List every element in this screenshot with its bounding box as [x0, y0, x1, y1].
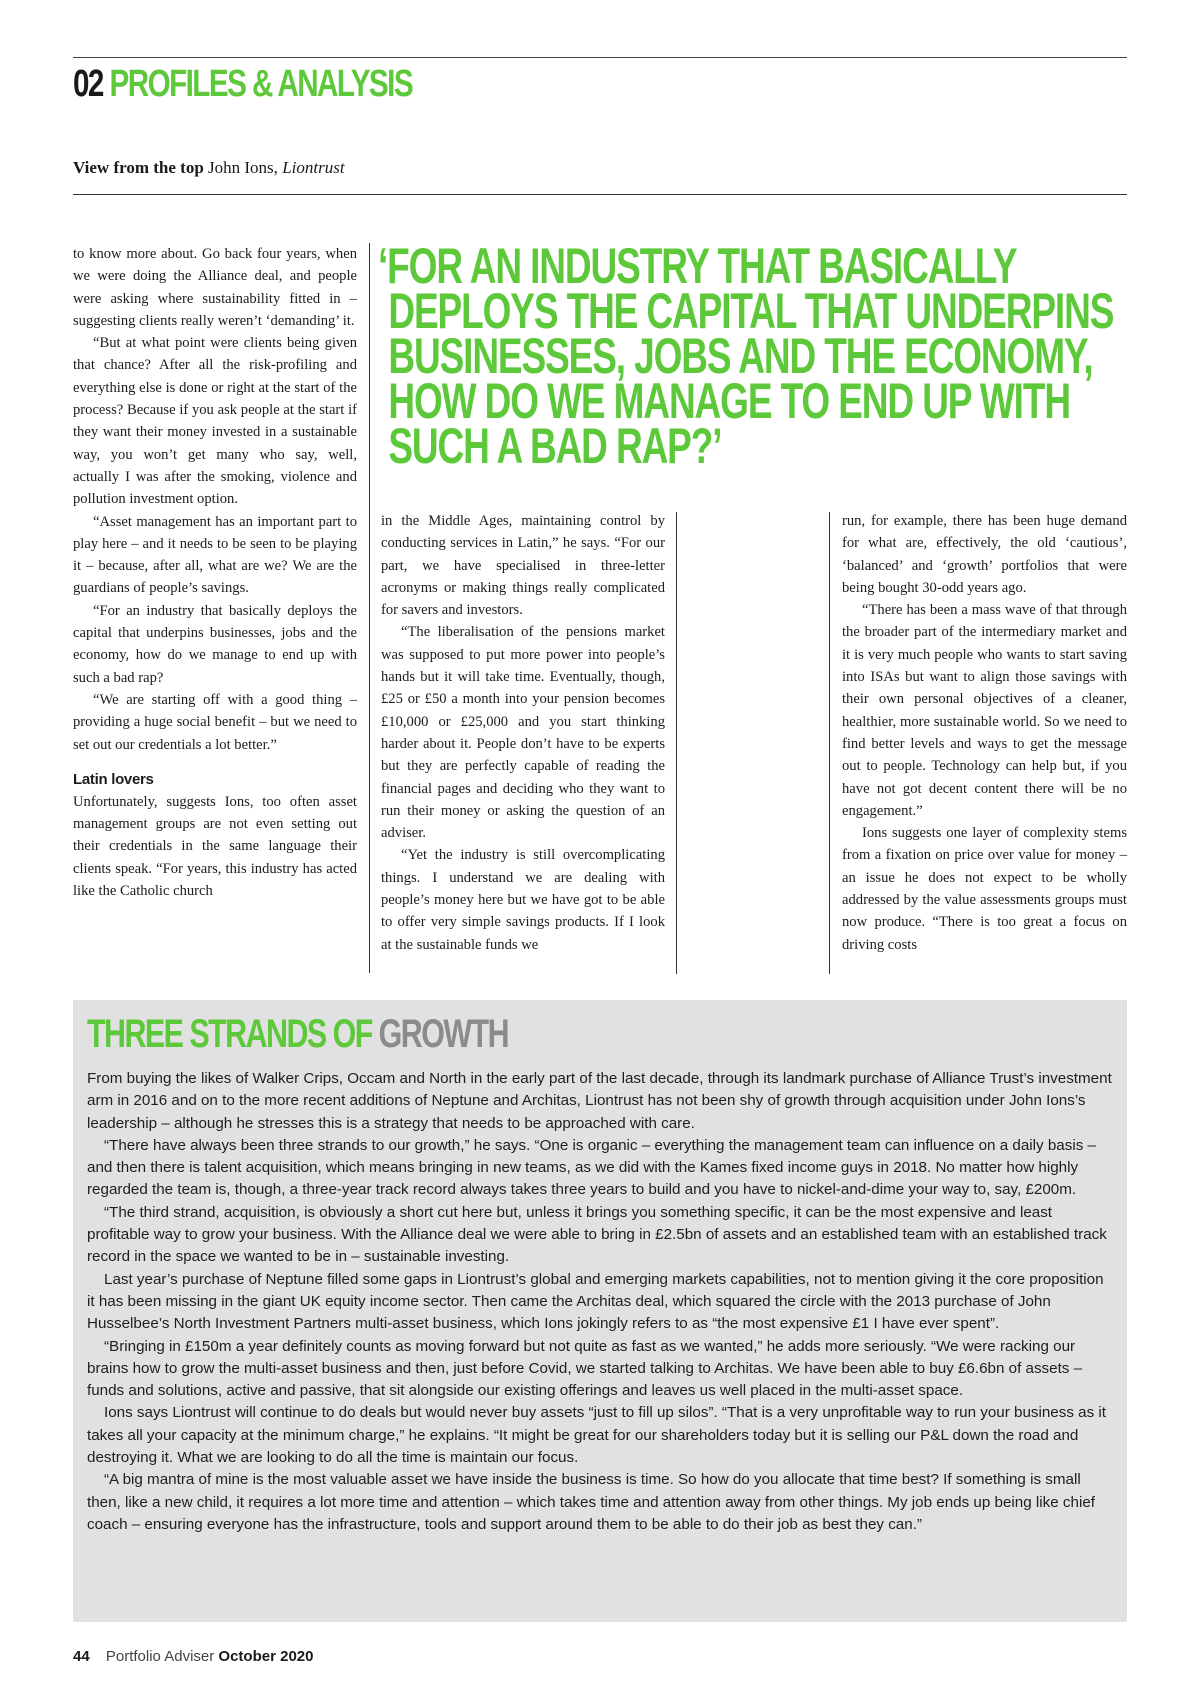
paragraph: in the Middle Ages, maintaining control by conducting services in Latin,” he says. “For our part, we have specialised in three-letter acronyms or making things really complicated for savers and investors. — [381, 513, 665, 619]
byline — [73, 158, 345, 178]
sidebar-box — [73, 1000, 1127, 1622]
column-divider — [829, 512, 830, 974]
article-column-3 — [842, 510, 1127, 956]
issue-date: October 2020 — [218, 1648, 314, 1665]
paragraph: “There has been a mass wave of that through the broader part of the intermediary market and it is very much people who wants to start saving into ISAs but want to align those savings with their own personal objectives of a cleaner, healthier, more sustainable world. So we need to find better levels and ways to get the message out to people. Technology can help but, if you have not got decent content there will be no engagement.” — [842, 602, 1127, 819]
section-header — [73, 60, 412, 108]
sidebar-title-part1: THREE STRANDS OF — [87, 1012, 379, 1056]
column-divider — [369, 243, 370, 973]
sidebar-body — [87, 1068, 1115, 1536]
paragraph: “But at what point were clients being given that chance? After all the risk-profiling and everything else is done or right at the start of the process? Because if you ask people at the start if they want their money invested in a sustainable way, you won’t get many who say, well, actually I was after the smoking, violence and pollution investment option. — [73, 335, 357, 508]
paragraph: “For an industry that basically deploys the capital that underpins businesses, jobs and the economy, how do we manage to end up with such a bad rap? — [73, 602, 357, 686]
byline-rule — [73, 194, 1127, 195]
paragraph: “We are starting off with a good thing – providing a huge social benefit – but we need to set out our credentials a lot better.” — [73, 691, 357, 753]
paragraph: From buying the likes of Walker Crips, Occam and North in the early part of the last decade, through its landmark purchase of Alliance Trust’s investment arm in 2016 and on to the more recent additions of Neptune and Architas, Liontrust has not been shy of growth through acquisition under John Ions’s leadership – although he stresses this is a strategy that needs to be approached with care. — [87, 1070, 1112, 1132]
paragraph: Ions says Liontrust will continue to do deals but would never buy assets “just to fill up silos”. “That is a very unprofitable way to run your business as it takes all your capacity at the minimum charge,” he explains. “It might be great for our shareholders today but it is selling our P&L down the road and destroying it. What we are looking to do all the time is maintain our focus. — [87, 1404, 1107, 1467]
subject-name: John Ions, — [208, 158, 278, 177]
paragraph: “The liberalisation of the pensions market was supposed to put more power into people’s hands but it will take time. Eventually, though, £25 or £50 a month into your pension becomes £10,000 or £25,000 and you start thinking harder about it. People don’t have to be experts but they are perfectly capable of reading the financial pages and deciding who they want to run their money or asking the question of an adviser. — [381, 624, 665, 842]
pull-quote-line: HOW DO WE MANAGE TO END UP WITH — [388, 373, 1070, 429]
paragraph: Ions suggests one layer of complexity stems from a fixation on price over value for money – an issue he does not expect to be wholly addressed by the value assessments groups must now produce. “There is too great a focus on driving costs — [842, 825, 1127, 953]
pull-quote-line: DEPLOYS THE CAPITAL THAT UNDERPINS — [388, 283, 1114, 339]
subheading: Latin lovers — [73, 770, 154, 788]
section-number: 02 — [73, 63, 103, 105]
sidebar-title — [87, 1010, 508, 1058]
subject-company: Liontrust — [282, 158, 345, 177]
pull-quote-line: ‘FOR AN INDUSTRY THAT BASICALLY — [378, 238, 1017, 294]
paragraph: to know more about. Go back four years, when we were doing the Alliance deal, and people were asking where sustainability fitted in – suggesting clients really weren’t ‘demanding’ it. — [73, 246, 357, 329]
magazine-name: Portfolio Adviser — [105, 1648, 215, 1665]
paragraph: “Asset management has an important part to play here – and it needs to be seen to be playing it – because, after all, what are we? We are the guardians of people’s savings. — [73, 513, 357, 597]
sidebar-title-part2: GROWTH — [378, 1012, 509, 1056]
paragraph: “Yet the industry is still overcomplicating things. I understand we are dealing with people’s money here but we have got to be able to offer very simple savings products. If I look at the sustainable funds we — [381, 847, 665, 953]
column-divider — [676, 512, 677, 974]
page-footer — [73, 1648, 313, 1665]
article-column-1 — [73, 243, 357, 902]
paragraph: “Bringing in £150m a year definitely counts as moving forward but not quite as fast as we wanted,” he adds more seriously. “We were racking our brains how to grow the multi-asset business and then, just before Covid, we started talking to Architas. We have been able to buy £6.6bn of assets – funds and solutions, active and passive, that sit alongside our existing offerings and leaves us well placed in the multi-asset space. — [87, 1337, 1083, 1400]
paragraph: “The third strand, acquisition, is obviously a short cut here but, unless it brings you something specific, it can be the most expensive and least profitable way to grow your business. With the Alliance deal we were able to bring in £2.5bn of assets and an established team with an established track record in the space we wanted to be in – sustainable investing. — [87, 1203, 1107, 1266]
pull-quote-line: BUSINESSES, JOBS AND THE ECONOMY, — [388, 328, 1093, 384]
pull-quote-line: SUCH A BAD RAP?’ — [388, 418, 722, 474]
pull-quote — [378, 238, 1114, 474]
paragraph: Last year’s purchase of Neptune filled some gaps in Liontrust’s global and emerging markets capabilities, not to mention giving it the core proposition it has been missing in the giant UK equity income sector. Then came the Architas deal, which squared the circle with the 2013 purchase of John Husselbee’s North Investment Partners multi-asset business, which Ions jokingly refers to as “the most expensive £1 I have ever spent”. — [87, 1270, 1104, 1333]
article-column-2 — [381, 510, 665, 956]
paragraph: “A big mantra of mine is the most valuable asset we have inside the business is time. So how do you allocate that time best? If something is small then, like a new child, it requires a lot more time and attention – which takes time and attention away from other things. My job ends up being like chief coach – ensuring everyone has the infrastructure, tools and support around them to be able to do their job as best they can.” — [87, 1471, 1095, 1533]
paragraph: “There have always been three strands to our growth,” he says. “One is organic – everything the management team can influence on a daily basis – and then there is talent acquisition, which means bringing in new teams, as we did with the Kames fixed income guys in 2018. No matter how highly regarded the team is, though, a three-year track record always takes three years to build and you have to nickel-and-dime your way to, say, £200m. — [87, 1136, 1096, 1199]
section-title: PROFILES & ANALYSIS — [109, 63, 413, 105]
page-number: 44 — [73, 1648, 90, 1665]
paragraph: Unfortunately, suggests Ions, too often asset management groups are not even setting out their credentials in the same language their clients speak. “For years, this industry has acted like the Catholic church — [73, 793, 357, 900]
paragraph: run, for example, there has been huge demand for what are, effectively, the old ‘cautious’, ‘balanced’ and ‘growth’ portfolios that were being bought 30-odd years ago. — [842, 513, 1127, 596]
column-name: View from the top — [73, 158, 204, 177]
top-rule — [73, 57, 1127, 58]
